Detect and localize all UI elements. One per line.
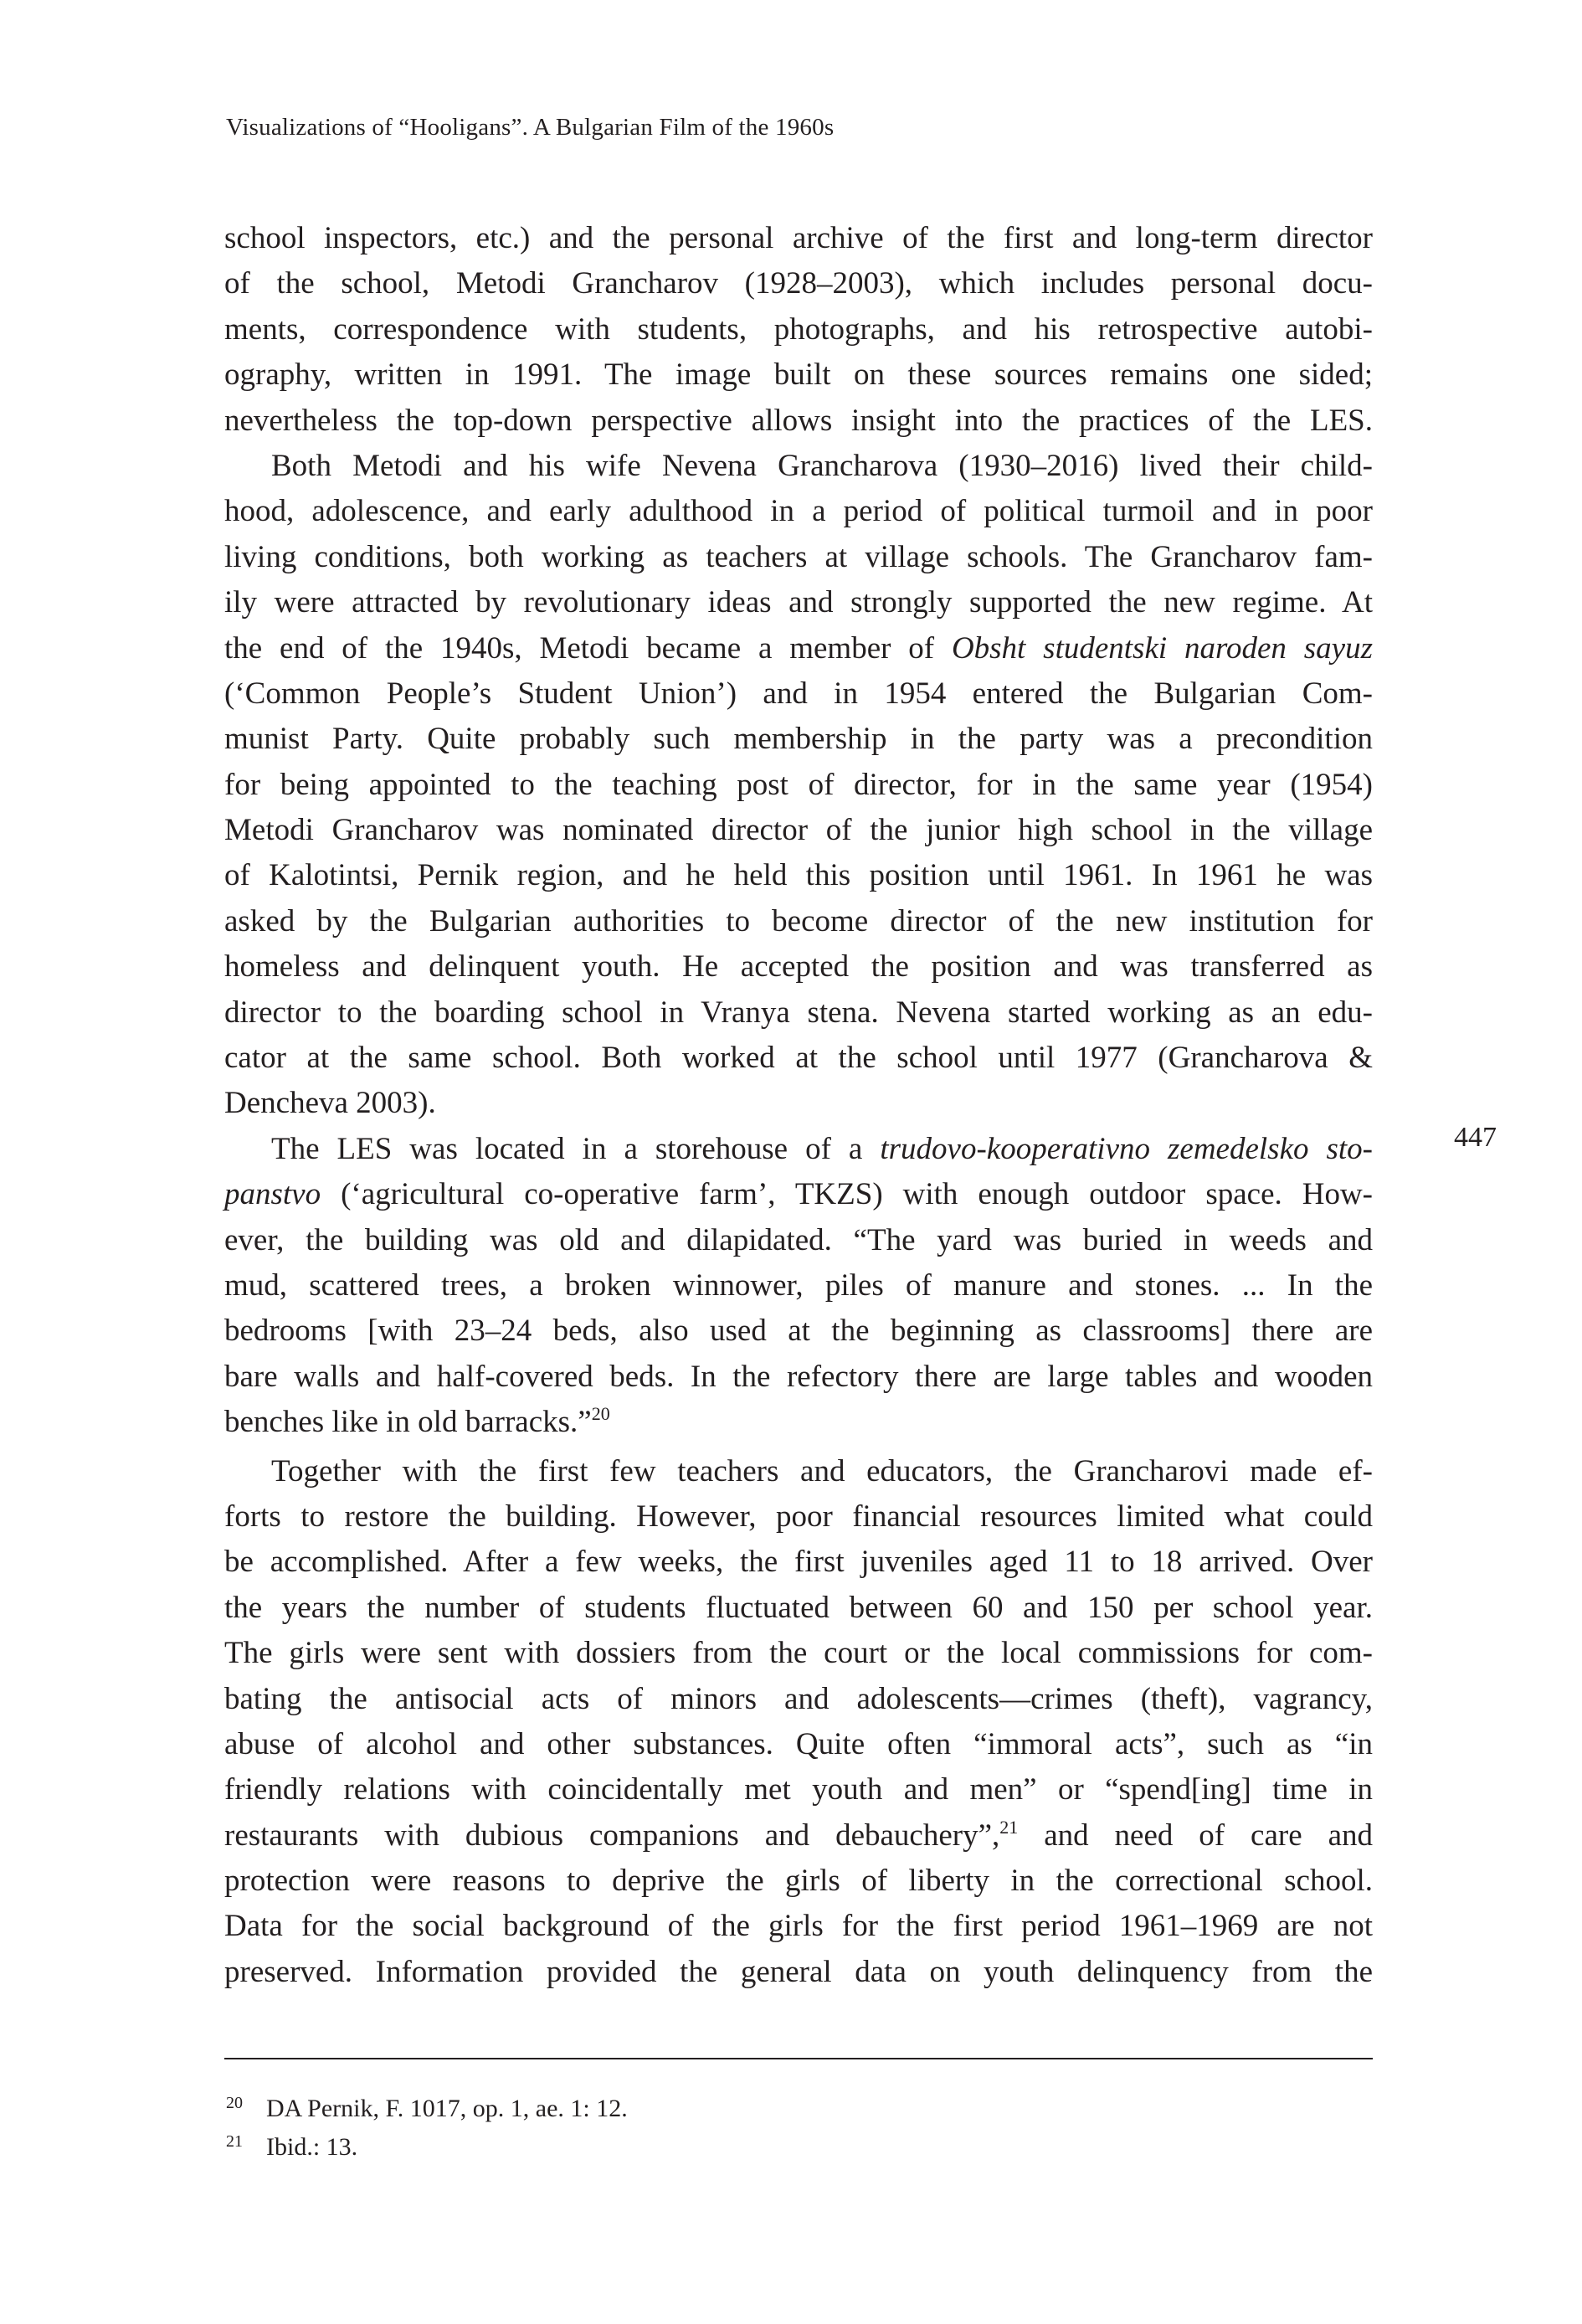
text-line: [224, 1127, 1373, 1172]
text-line: mud, scattered trees, a broken winnower, piles of manure and stones. ... In the: [224, 1267, 1373, 1303]
text-line: cator at the same school. Both worked at the school until 1977 (Grancharova &: [224, 1041, 1373, 1076]
text-line: friendly relations with coincidentally met youth and men” or “spend[ing] time in: [224, 1772, 1373, 1807]
text-line: Both Metodi and his wife Nevena Grancharova (1930–2016) lived their child-: [271, 448, 1373, 483]
text-line: bedrooms [with 23–24 beds, also used at the beginning as classrooms] there are: [224, 1314, 1373, 1349]
footnote-text: Ibid.: 13.: [266, 2133, 358, 2161]
text-line: be accomplished. After a few weeks, the first juveniles aged 11 to 18 arrived. Over: [224, 1545, 1373, 1580]
text-line: Together with the first few teachers and educators, the Grancharovi made ef-: [271, 1453, 1373, 1488]
italic-term: panstvo: [224, 1177, 321, 1212]
text-segment: the end of the 1940s, Metodi became a member of: [224, 630, 952, 666]
paragraph: [224, 1449, 1373, 1996]
text-line: [224, 1400, 1373, 1445]
text-line: bating the antisocial acts of minors and adolescents—crimes (theft), vagrancy,: [224, 1681, 1373, 1716]
footnote: 20 DA Pernik, F. 1017, op. 1, ae. 1: 12.: [226, 2094, 628, 2122]
text-line: protection were reasons to deprive the girls of liberty in the correctional school.: [224, 1864, 1373, 1899]
text-line: [224, 1172, 1373, 1217]
text-line: Dencheva 2003).: [224, 1086, 436, 1121]
text-segment: benches like in old barracks.”: [224, 1405, 592, 1440]
text-line: school inspectors, etc.) and the personal archive of the first and long-term director: [224, 221, 1373, 255]
text-line: bare walls and half-covered beds. In the refectory there are large tables and wooden: [224, 1359, 1373, 1394]
footnote: 21 Ibid.: 13.: [226, 2132, 358, 2161]
text-line: Metodi Grancharov was nominated director of the junior high school in the village: [224, 813, 1373, 848]
running-header: Visualizations of “Hooligans”. A Bulgarian Film of the 1960s: [226, 114, 835, 141]
text-line: Data for the social background of the girls for the first period 1961–1969 are not: [224, 1909, 1373, 1944]
text-line: nevertheless the top-down perspective allows insight into the practices of the LES.: [224, 403, 1373, 438]
text-line: for being appointed to the teaching post of director, for in the same year (1954): [224, 767, 1373, 802]
text-line: hood, adolescence, and early adulthood in a period of political turmoil and in poor: [224, 494, 1373, 529]
text-line: [224, 1813, 1373, 1859]
italic-term: trudovo-kooperativno zemedelsko sto-: [880, 1131, 1373, 1166]
text-line: The girls were sent with dossiers from the court or the local commissions for com-: [224, 1636, 1373, 1671]
text-line: munist Party. Quite probably such membership in the party was a precondition: [224, 722, 1373, 757]
footnotes: [226, 2090, 628, 2167]
italic-term: Obsht studentski naroden sayuz: [951, 630, 1373, 666]
body-text: [224, 216, 1373, 1995]
text-line: forts to restore the building. However, poor financial resources limited what could: [224, 1499, 1373, 1534]
text-line: ever, the building was old and dilapidated. “The yard was buried in weeds and: [224, 1222, 1373, 1257]
footnote-ref[interactable]: 21: [999, 1816, 1019, 1838]
text-segment: and need of care and: [1018, 1818, 1373, 1853]
footnote-divider: [224, 2058, 1373, 2059]
footnote-ref[interactable]: 20: [591, 1403, 610, 1425]
text-line: preserved. Information provided the general data on youth delinquency from the: [224, 1954, 1373, 1989]
text-segment: restaurants with dubious companions and debauchery”,: [224, 1818, 1000, 1853]
text-line: (‘Common People’s Student Union’) and in 1954 entered the Bulgarian Com-: [224, 676, 1373, 711]
text-line: the years the number of students fluctuated between 60 and 150 per school year.: [224, 1590, 1373, 1625]
text-line: homeless and delinquent youth. He accepted the position and was transferred as: [224, 949, 1373, 985]
text-line: ily were attracted by revolutionary ideas and strongly supported the new regime. At: [224, 585, 1373, 620]
text-segment: The LES was located in a storehouse of a: [271, 1131, 881, 1166]
footnote-text: DA Pernik, F. 1017, op. 1, ae. 1: 12.: [266, 2095, 628, 2122]
text-line: of the school, Metodi Grancharov (1928–2003), which includes personal docu-: [224, 266, 1373, 301]
paragraph: [224, 444, 1373, 1127]
text-segment: (‘agricultural co-operative farm’, TKZS) with enough outdoor space. How-: [321, 1177, 1373, 1212]
text-line: of Kalotintsi, Pernik region, and he held this position until 1961. In 1961 he was: [224, 858, 1373, 893]
text-line: ments, correspondence with students, photographs, and his retrospective autobi-: [224, 311, 1373, 347]
text-line: director to the boarding school in Vranya stena. Nevena started working as an edu-: [224, 995, 1373, 1030]
text-line: abuse of alcohol and other substances. Quite often “immoral acts”, such as “in: [224, 1726, 1373, 1761]
paragraph: [224, 216, 1373, 444]
text-line: asked by the Bulgarian authorities to become director of the new institution for: [224, 903, 1373, 938]
text-line: [224, 626, 1373, 671]
paragraph: [224, 1127, 1373, 1446]
text-line: living conditions, both working as teachers at village schools. The Grancharov fam-: [224, 539, 1373, 574]
text-line: ography, written in 1991. The image built on these sources remains one sided;: [224, 357, 1373, 393]
page-number: 447: [1454, 1122, 1497, 1153]
